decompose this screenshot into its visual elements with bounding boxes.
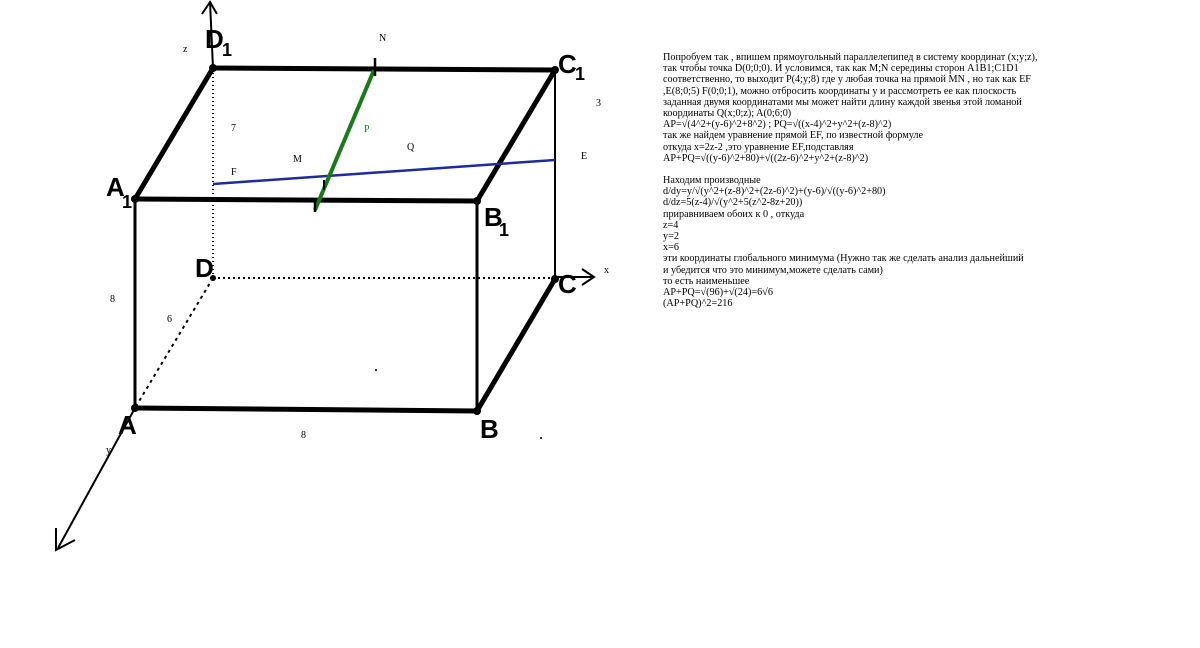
line-ef — [213, 160, 555, 184]
speck-2 — [540, 437, 542, 439]
point-labels — [106, 33, 609, 456]
solution-line: Попробуем так , впишем прямоугольный параллелепипед в систему координат (x;y;z), — [663, 52, 1038, 63]
vertex-labels — [106, 24, 588, 444]
label-axis-x: x — [604, 265, 609, 276]
solution-text — [663, 52, 1133, 309]
solution-line: d/dy=y/√(y^2+(z-8)^2+(2z-6)^2)+(y-6)/√((y-6)^2+80) — [663, 186, 886, 198]
label-c1-sub: 1 — [575, 64, 586, 84]
edge-c1-d1 — [213, 68, 555, 70]
vertex-b1-dot — [473, 197, 481, 205]
label-a1: A — [106, 172, 125, 202]
label-e: E — [581, 151, 588, 162]
solution-line: AP+PQ=√((y-6)^2+80)+√((2z-6)^2+y^2+(z-8)^2) — [663, 152, 869, 164]
solution-line: y=2 — [663, 231, 679, 243]
solution-line: так чтобы точка D(0;0;0). И условимся, так как M;N середины сторон A1B1;C1D1 — [663, 63, 1019, 75]
vertex-a1-dot — [131, 195, 139, 203]
solution-line: и убедится что это минимум,можете сделать сами) — [663, 264, 883, 276]
solution-line: приравниваем обоих к 0 , откуда — [663, 208, 805, 220]
label-d1-sub: 1 — [222, 40, 233, 60]
solution-line: AP=√(4^2+(y-6)^2+8^2) ; PQ=√((x-4)^2+y^2+(z-8)^2) — [663, 119, 892, 131]
length-labels — [110, 98, 601, 441]
solution-line: AP+PQ=√(96)+√(24)=6√6 — [663, 287, 773, 299]
label-b1-sub: 1 — [499, 220, 510, 240]
label-b: B — [480, 414, 499, 444]
solution-line: Находим производные — [663, 175, 761, 187]
solution-line: эти координаты глобального минимума (Нужно так же сделать анализ дальнейший — [663, 253, 1024, 265]
edge-d1-a1 — [135, 68, 213, 199]
label-axis-z: z — [183, 44, 188, 55]
label-d1: D — [205, 24, 224, 54]
speck-1 — [375, 369, 377, 371]
solution-line — [663, 164, 1133, 175]
label-a: A — [118, 410, 137, 440]
axes — [56, 2, 594, 550]
label-c: C — [558, 269, 577, 299]
solution-line: соответственно, то выходит P(4;y;8) где y любая точка на прямой MN , но так как EF — [663, 74, 1031, 86]
label-axis-y: y — [106, 445, 111, 456]
solution-line: (AP+PQ)^2=216 — [663, 298, 733, 310]
label-q: Q — [407, 142, 415, 153]
solution-line: то есть наименьшее — [663, 275, 750, 287]
solution-line: ,E(8;0;5) F(0;0;1), можно отбросить координаты y и рассмотреть ее как плоскость — [663, 85, 1017, 97]
solution-line: z=4 — [663, 219, 679, 231]
edge-a-b — [135, 408, 477, 411]
label-c1: C — [558, 49, 577, 79]
vertical-edges — [135, 70, 555, 411]
label-f: F — [231, 167, 237, 178]
edge-a1-b1 — [135, 199, 477, 201]
solution-line: координаты Q(x;0;z); A(0;6;0) — [663, 108, 792, 120]
label-p: P — [364, 124, 370, 135]
vertex-d1-dot — [209, 64, 217, 72]
solution-line: x=6 — [663, 242, 679, 254]
solution-line: заданная двумя координатами мы может найти длину каждой звенья этой ломаной — [663, 96, 1022, 108]
length-df: 7 — [231, 123, 236, 134]
label-a1-sub: 1 — [122, 192, 133, 212]
solution-line: d/dz=5(z-4)/√(y^2+5(z^2-8z+20)) — [663, 197, 803, 209]
visible-edges — [135, 68, 555, 411]
length-ab: 8 — [301, 430, 306, 441]
edge-b1-c1 — [477, 70, 555, 201]
label-m: M — [293, 154, 302, 165]
solution-line: так же найдем уравнение прямой EF, по известной формуле — [663, 130, 924, 142]
solution-line: откуда x=2z-2 ,это уравнение EF,подставляя — [663, 141, 854, 153]
length-ce: 3 — [596, 98, 601, 109]
label-d: D — [195, 253, 214, 283]
vertex-dots — [131, 64, 559, 415]
label-n: N — [379, 33, 387, 44]
label-b1: B — [484, 202, 503, 232]
length-aa1: 8 — [110, 294, 115, 305]
y-axis-hidden — [135, 278, 213, 408]
length-ad: 6 — [167, 314, 172, 325]
edge-b-c — [477, 279, 555, 411]
